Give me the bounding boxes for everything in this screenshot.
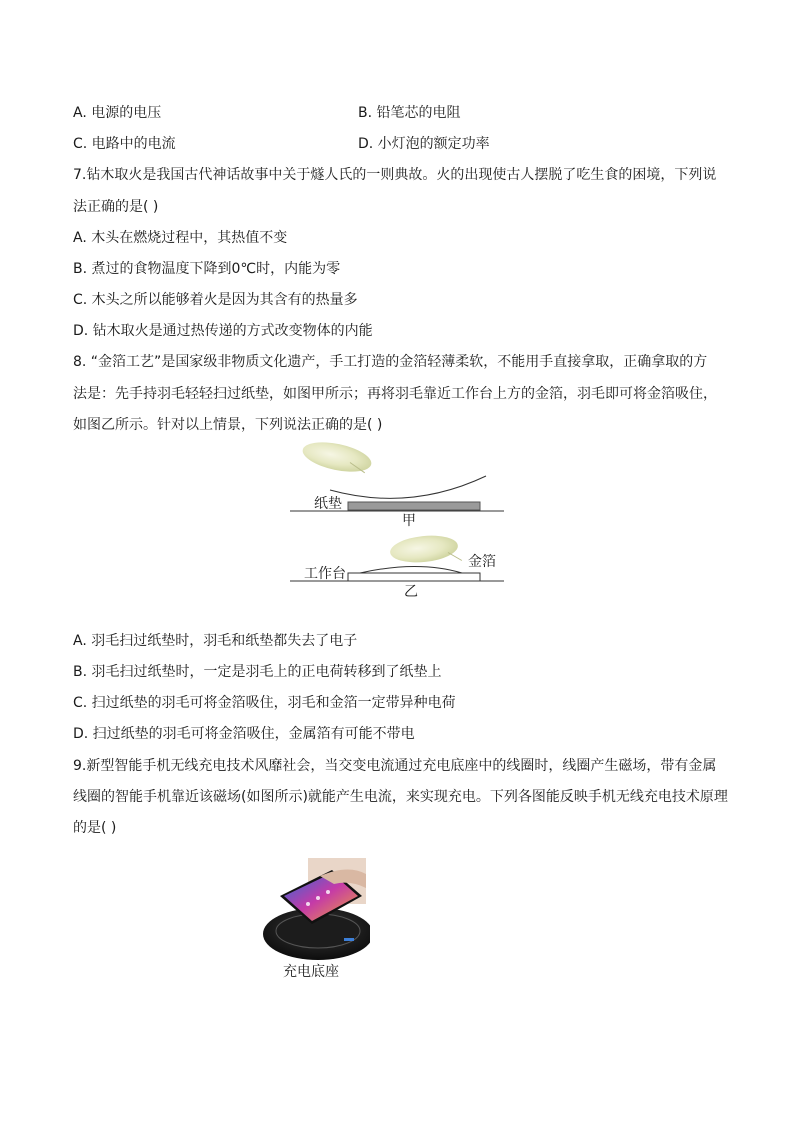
q9-stem-line1: 9.新型智能手机无线充电技术风靡社会，当交变电流通过充电底座中的线圈时，线圈产生磁场，带有金属	[73, 758, 717, 774]
figure-feather-gold-foil	[290, 530, 510, 602]
q7-option-b: B. 煮过的食物温度下降到0℃时，内能为零	[73, 261, 341, 277]
q6-option-c: C. 电路中的电流	[73, 136, 176, 152]
figure-wireless-charger	[260, 858, 370, 984]
figure-feather-paper-pad	[290, 440, 510, 530]
q8-option-c: C. 扫过纸垫的羽毛可将金箔吸住，羽毛和金箔一定带异种电荷	[73, 695, 456, 711]
q6-option-a: A. 电源的电压	[73, 105, 162, 121]
q8-stem-line1: 8. “金箔工艺”是国家级非物质文化遗产，手工打造的金箔轻薄柔软，不能用手直接拿取，正确拿取的方	[73, 354, 708, 370]
q8-stem-line2: 法是：先手持羽毛轻轻扫过纸垫，如图甲所示；再将羽毛靠近工作台上方的金箔，羽毛即可将金箔吸住，	[73, 386, 717, 402]
q8-option-a: A. 羽毛扫过纸垫时，羽毛和纸垫都失去了电子	[73, 633, 358, 649]
label-workbench: 工作台	[304, 566, 346, 582]
q7-option-a: A. 木头在燃烧过程中，其热值不变	[73, 230, 288, 246]
q6-option-d: D. 小灯泡的额定功率	[358, 136, 490, 152]
caption-charging-base: 充电底座	[283, 964, 339, 980]
q7-stem-line2: 法正确的是( )	[73, 199, 159, 215]
q8-option-d: D. 扫过纸垫的羽毛可将金箔吸住，金属箔有可能不带电	[73, 726, 415, 742]
caption-a: 甲	[402, 513, 416, 529]
sweep-arc	[290, 440, 510, 530]
q9-stem-line2: 线圈的智能手机靠近该磁场(如图所示)就能产生电流，来实现充电。下列各图能反映手机无线充电技术原理	[73, 789, 728, 805]
q7-stem-line1: 7.钻木取火是我国古代神话故事中关于燧人氏的一则典故。火的出现使古人摆脱了吃生食的困境，下列说	[73, 167, 717, 183]
q6-option-b: B. 铅笔芯的电阻	[358, 105, 461, 121]
label-gold-foil: 金箔	[468, 554, 496, 570]
caption-b: 乙	[404, 584, 418, 600]
label-paper-pad: 纸垫	[314, 496, 342, 512]
q8-stem-line3: 如图乙所示。针对以上情景，下列说法正确的是( )	[73, 417, 383, 433]
q7-option-d: D. 钻木取火是通过热传递的方式改变物体的内能	[73, 323, 373, 339]
q9-stem-line3: 的是( )	[73, 820, 117, 836]
q7-option-c: C. 木头之所以能够着火是因为其含有的热量多	[73, 292, 358, 308]
charging-pad-photo	[260, 858, 370, 963]
q8-option-b: B. 羽毛扫过纸垫时，一定是羽毛上的正电荷转移到了纸垫上	[73, 664, 442, 680]
